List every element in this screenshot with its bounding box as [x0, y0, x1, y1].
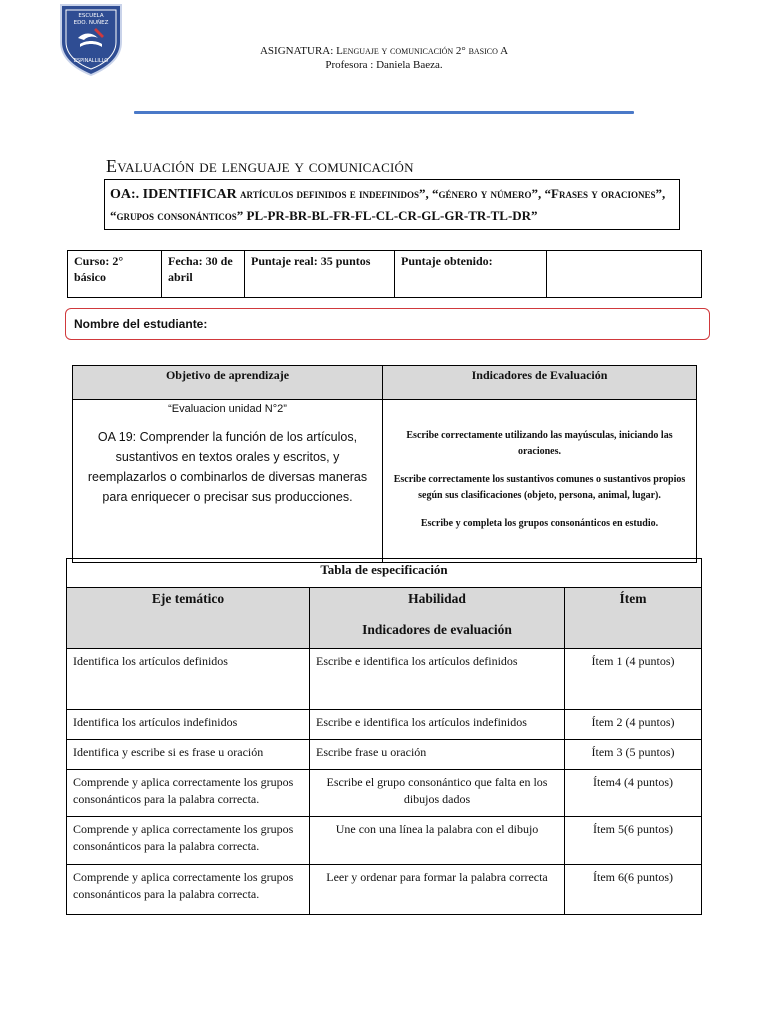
obtained-score-field[interactable]: [547, 251, 702, 298]
objective-cell: [73, 400, 383, 563]
student-name-label: Nombre del estudiante:: [74, 317, 208, 331]
table-row: Comprende y aplica correctamente los grupos consonánticos para la palabra correcta. Une con una línea la palabra con el dibujo Ítem 5(6 puntos): [67, 817, 702, 865]
indicators-header: Indicadores de Evaluación: [383, 366, 697, 400]
indicator-item: Escribe y completa los grupos consonánticos en estudio.: [420, 518, 659, 529]
objectives-table: [72, 365, 697, 563]
specification-table: [66, 558, 702, 915]
spec-caption: Tabla de especificación: [67, 559, 702, 588]
page-title: Evaluación de lenguaje y comunicación: [106, 156, 414, 176]
subject-header: ASIGNATURA: Lenguaje y comunicación 2° basico A: [259, 45, 509, 57]
indicator-item: Escribe correctamente utilizando las mayúsculas, iniciando las oraciones.: [406, 430, 673, 457]
student-name-field[interactable]: [65, 308, 710, 340]
logo-text-line3: ESPINALLILLO: [73, 58, 109, 64]
header-divider: [134, 111, 634, 114]
col-eje: Eje temático: [67, 588, 310, 649]
indicators-cell: [383, 400, 697, 563]
table-row: Identifica los artículos definidos Escribe e identifica los artículos definidos Ítem 1 (4 puntos): [67, 649, 702, 710]
col-habilidad: Habilidad Indicadores de evaluación: [310, 588, 565, 649]
table-row: Identifica y escribe si es frase u oración Escribe frase u oración Ítem 3 (5 puntos): [67, 740, 702, 770]
table-row: Comprende y aplica correctamente los grupos consonánticos para la palabra correcta. Leer y ordenar para formar la palabra correcta Ítem 6(6 puntos): [67, 865, 702, 915]
date-cell: Fecha: 30 de abril: [162, 251, 245, 298]
course-cell: Curso: 2° básico: [68, 251, 162, 298]
unit-subtitle: “Evaluacion unidad N°2”: [168, 403, 287, 415]
objective-header: Objetivo de aprendizaje: [73, 366, 383, 400]
table-row: Comprende y aplica correctamente los grupos consonánticos para la palabra correcta. Escribe el grupo consonántico que falta en los dibujos dados Ítem4 (4 puntos): [67, 770, 702, 817]
learning-objective-box: OA:. IDENTIFICAR artículos definidos e indefinidos”, “género y número”, “Frases y oraciones”, “grupos consonánticos” PL-PR-BR-BL-FR-FL-CL-CR-GL-GR-TR-TL-DR”: [104, 179, 680, 230]
table-row: Identifica los artículos indefinidos Escribe e identifica los artículos indefinidos Ítem 2 (4 puntos): [67, 710, 702, 740]
col-item: Ítem: [565, 588, 702, 649]
real-score-cell: Puntaje real: 35 puntos: [245, 251, 395, 298]
logo-text-line2: EDO. NUÑEZ: [73, 20, 109, 26]
oa19-text: OA 19: Comprender la función de los artículos, sustantivos en textos orales y escritos, y reemplazarlos o combinarlos de diversas maneras para enriquecer o precisar sus producciones.: [87, 430, 368, 504]
info-table: [67, 250, 702, 298]
logo-text-line1: ESCUELA: [78, 13, 104, 19]
obtained-score-label: Puntaje obtenido:: [395, 251, 547, 298]
indicator-item: Escribe correctamente los sustantivos comunes o sustantivos propios según sus clasificaciones (objeto, persona, animal, lugar).: [393, 474, 686, 501]
teacher-line: Profesora : Daniela Baeza.: [325, 59, 443, 71]
